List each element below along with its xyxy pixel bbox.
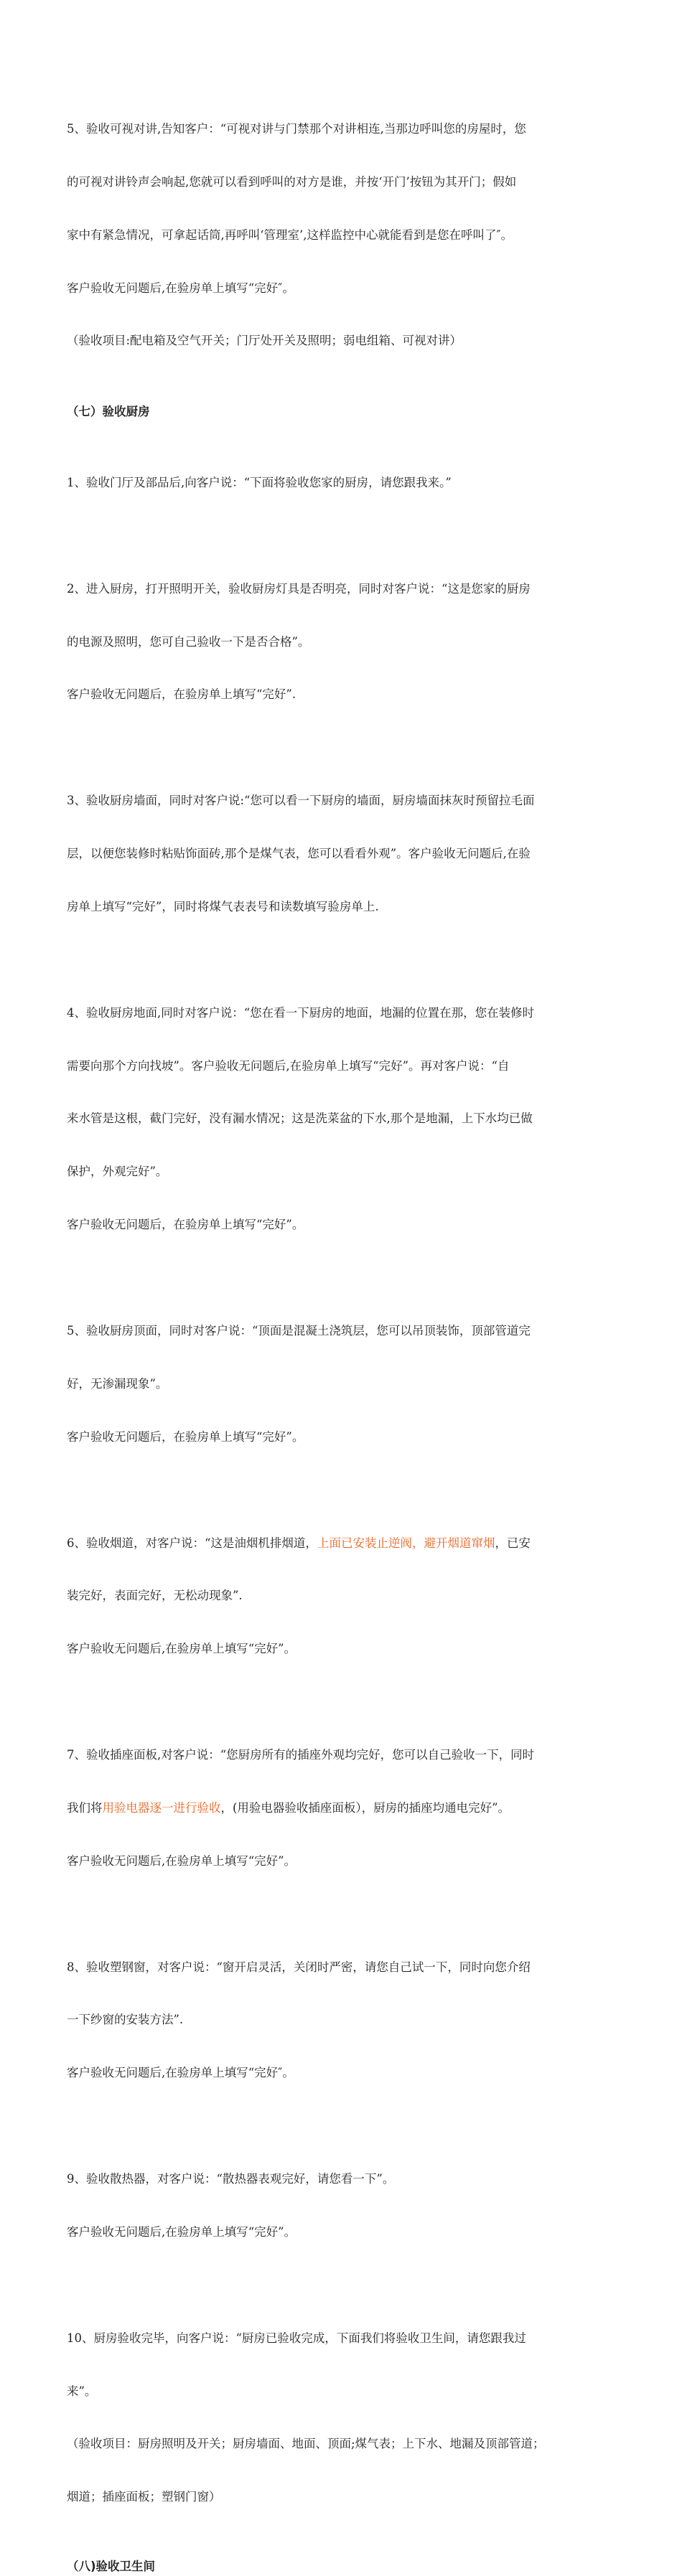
text-line: 10、厨房验收完毕，向客户说：“厨房已验收完成，下面我们将验收卫生间，请您跟我过 — [67, 2331, 526, 2345]
text-line: 4、验收厨房地面,同时对客户说：“您在看一下厨房的地面，地漏的位置在那，您在装修时 — [67, 1005, 535, 1020]
text-line: 需要向那个方向找坡”。客户验收无问题后,在验房单上填写“完好”。再对客户说：“自 — [67, 1058, 510, 1073]
text-line: 客户验收无问题后,在验房单上填写“完好”。 — [67, 1642, 296, 1656]
paragraph-kitchen-6 — [67, 1499, 620, 1693]
text-line: 装完好，表面完好，无松动现象”. — [67, 1589, 243, 1603]
text-line — [67, 1800, 620, 1818]
text-line: 客户验收无问题后,在验房单上填写“完好”。 — [67, 2224, 296, 2239]
text-line: （验收项目：厨房照明及开关；厨房墙面、地面、顶面;煤气表；上下水、地漏及顶部管道； — [67, 2437, 545, 2451]
text-line: 3、验收厨房墙面，同时对客户说:“您可以看一下厨房的墙面，厨房墙面抹灰时预留拉毛面 — [67, 794, 535, 808]
paragraph-kitchen-7 — [67, 1711, 620, 1906]
paragraph-kitchen-5 — [67, 1287, 620, 1482]
text-line: 客户验收无问题后,在验房单上填写“完好”。 — [67, 1853, 296, 1868]
text-segment: ，已安 — [495, 1536, 531, 1550]
text-segment: ，(用验电器验收插座面板），厨房的插座均通电完好”。 — [220, 1800, 510, 1815]
text-line: 5、验收可视对讲,告知客户：“可视对讲与门禁那个对讲相连,当那边呼叫您的房屋时，您 — [67, 122, 526, 136]
paragraph-kitchen-2 — [67, 545, 620, 740]
text-line: 客户验收无问题后,在验房单上填写“完好″。 — [67, 281, 294, 295]
highlighted-text: 用验电器逐一进行验收 — [102, 1800, 221, 1815]
text-line: 的可视对讲铃声会响起,您就可以看到呼叫的对方是谁，并按‘开门’按钮为其开门；假如 — [67, 174, 517, 189]
text-line: 的电源及照明，您可自己验收一下是否合格”。 — [67, 634, 310, 649]
text-segment: 我们将 — [67, 1800, 103, 1815]
paragraph-kitchen-1 — [67, 439, 620, 527]
text-line: 来水管是这根，截门完好，没有漏水情况；这是洗菜盆的下水,那个是地漏，上下水均已做 — [67, 1111, 533, 1126]
paragraph-kitchen-3 — [67, 757, 620, 951]
text-line: 层，以便您装修时粘贴饰面砖,那个是煤气表，您可以看看外观”。客户验收无问题后,在验 — [67, 847, 531, 861]
text-line: 客户验收无问题后，在验房单上填写“完好”。 — [67, 1218, 304, 1232]
text-line: 客户验收无问题后,在验房单上填写“完好″。 — [67, 2066, 294, 2080]
text-line: 9、验收散热器，对客户说：“散热器表观完好，请您看一下”。 — [67, 2172, 395, 2186]
text-line: （验收项目:配电箱及空气开关；门厅处开关及照明；弱电组箱、可视对讲） — [67, 334, 462, 348]
text-line: 一下纱窗的安装方法”. — [67, 2013, 184, 2027]
paragraph-intercom-check — [67, 85, 620, 385]
document-body — [67, 85, 620, 2576]
text-line — [67, 1535, 620, 1553]
text-line: 保护，外观完好”。 — [67, 1165, 168, 1179]
text-line: 好，无渗漏现象”。 — [67, 1376, 168, 1391]
text-line: 2、进入厨房，打开照明开关，验收厨房灯具是否明亮，同时对客户说：“这是您家的厨房 — [67, 581, 531, 596]
paragraph-kitchen-10 — [67, 2295, 620, 2542]
paragraph-kitchen-4 — [67, 969, 620, 1269]
text-line: 来”。 — [67, 2384, 97, 2398]
text-line: 7、验收插座面板,对客户说：“您厨房所有的插座外观均完好，您可以自己验收一下，同时 — [67, 1748, 535, 1762]
text-line: 8、验收塑钢窗，对客户说：“窗开启灵活，关闭时严密，请您自己试一下，同时向您介绍 — [67, 1960, 531, 1974]
paragraph-kitchen-8 — [67, 1923, 620, 2117]
text-line: 5、验收厨房顶面，同时对客户说：“顶面是混凝土浇筑层，您可以吊顶装饰，顶部管道完 — [67, 1324, 531, 1338]
paragraph-kitchen-9 — [67, 2135, 620, 2277]
text-line: 1、验收门厅及部品后,向客户说：“下面将验收您家的厨房，请您跟我来。” — [67, 475, 452, 489]
section-heading-kitchen: （七）验收厨房 — [67, 405, 150, 419]
text-line: 房单上填写“完好”，同时将煤气表表号和读数填写验房单上. — [67, 899, 379, 913]
text-line: 客户验收无问题后，在验房单上填写“完好”. — [67, 687, 296, 702]
text-line: 烟道；插座面板；塑钢门窗） — [67, 2490, 221, 2504]
text-segment: 6、验收烟道，对客户说：“这是油烟机排烟道， — [67, 1536, 317, 1550]
text-line: 客户验收无问题后，在验房单上填写“完好”。 — [67, 1429, 304, 1444]
highlighted-text: 上面已安装止逆阀，避开烟道窜烟 — [317, 1536, 495, 1550]
text-line: 家中有紧急情况，可拿起话筒,再呼叫‘管理室’,这样监控中心就能看到是您在呼叫了″。 — [67, 227, 513, 242]
section-heading-bathroom: （八)验收卫生间 — [67, 2559, 156, 2573]
